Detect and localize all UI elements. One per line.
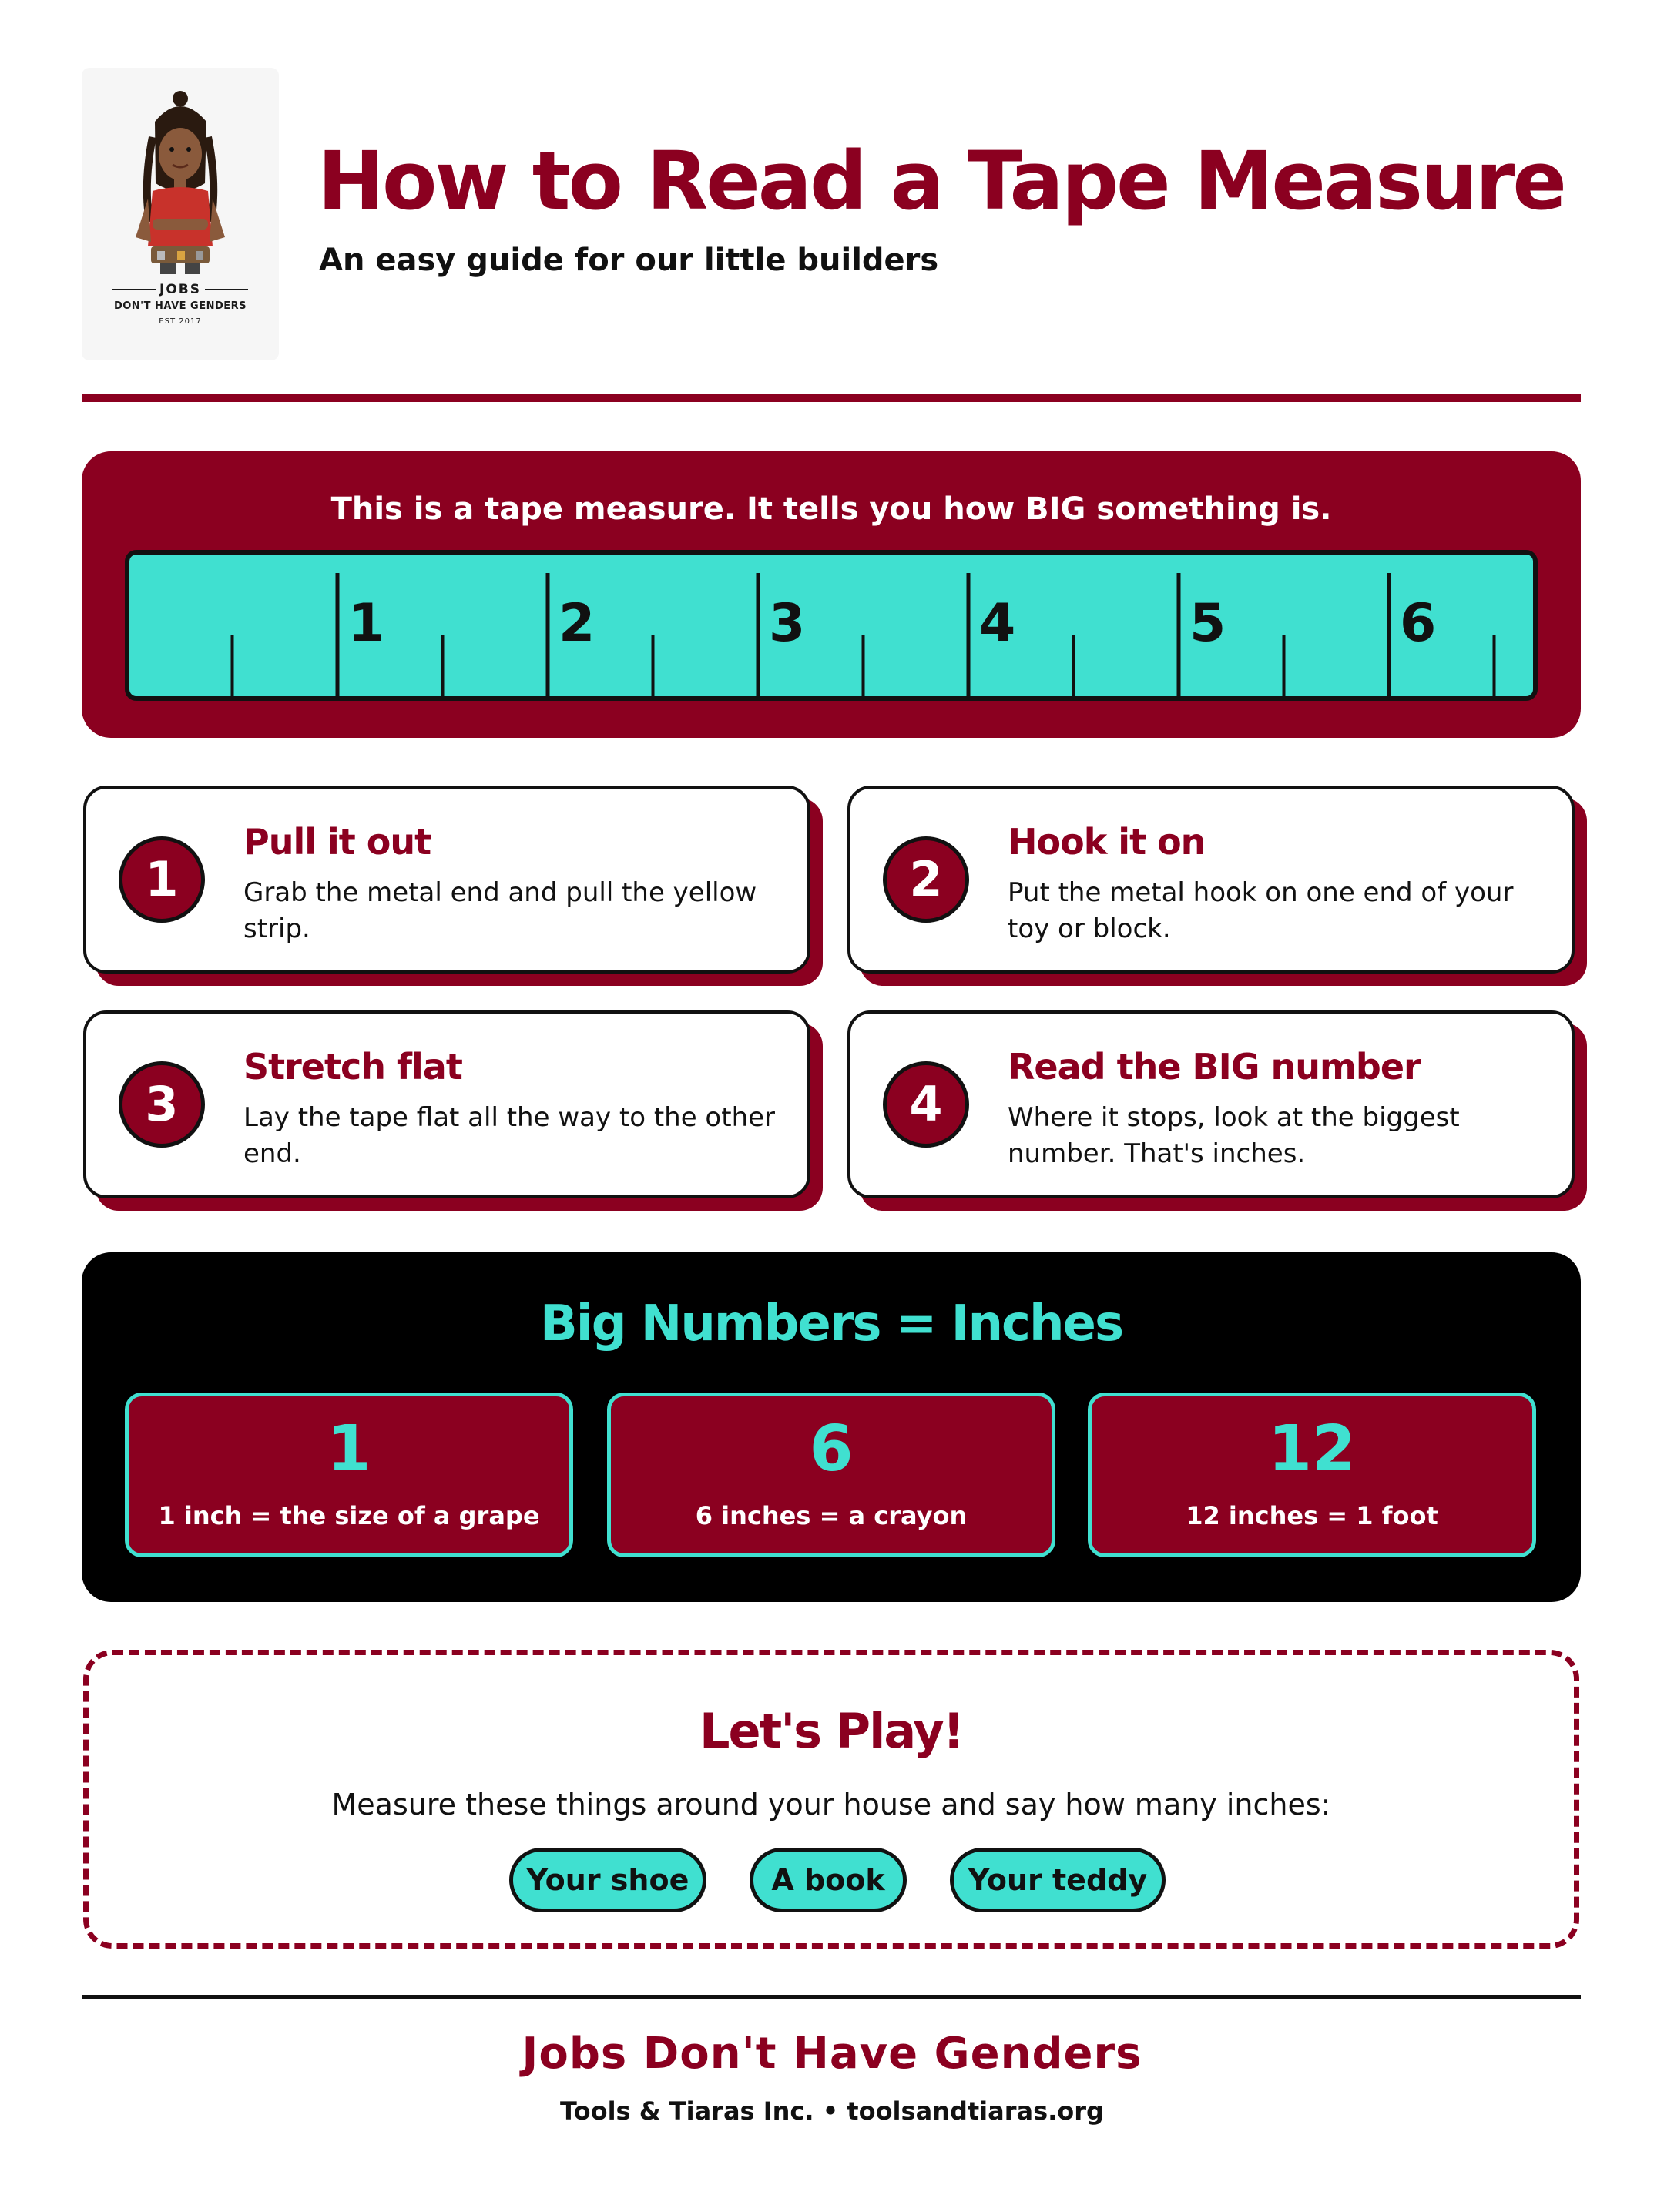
step-card-2 — [847, 786, 1575, 974]
step-card-1 — [83, 786, 810, 974]
step-number-badge: 2 — [883, 836, 969, 923]
inch-card-2 — [607, 1393, 1055, 1557]
tape-number-label: 3 — [769, 593, 806, 654]
card-body — [83, 786, 810, 974]
lets-play-title: Let's Play! — [699, 1703, 963, 1759]
page-subtitle: An easy guide for our little builders — [319, 243, 939, 278]
inch-label: 12 inches = 1 foot — [1186, 1501, 1438, 1530]
inch-card-3 — [1088, 1393, 1536, 1557]
logo-text-genders: DON'T HAVE GENDERS — [113, 300, 247, 312]
step-number-badge: 1 — [119, 836, 205, 923]
step-text: Put the metal hook on one end of your toy or block. — [1008, 877, 1514, 944]
inch-value: 12 — [1267, 1413, 1357, 1486]
step-title: Read the BIG number — [1008, 1046, 1421, 1088]
logo-text-jobs: JOBS — [159, 282, 201, 297]
tape-number-label: 6 — [1400, 593, 1437, 654]
lets-play-box — [83, 1650, 1579, 1949]
step-text: Lay the tape flat all the way to the other end. — [243, 1102, 776, 1169]
step-card-4 — [847, 1010, 1575, 1198]
inch-value: 6 — [809, 1413, 854, 1486]
step-title: Hook it on — [1008, 821, 1206, 863]
inch-value: 1 — [327, 1413, 371, 1486]
step-number-badge: 3 — [119, 1061, 205, 1148]
inch-label: 1 inch = the size of a grape — [158, 1501, 540, 1530]
card-body — [83, 1010, 810, 1198]
tape-number-label: 1 — [348, 593, 385, 654]
step-title: Pull it out — [243, 821, 431, 863]
page-title: How to Read a Tape Measure — [317, 134, 1565, 228]
card-body — [847, 1010, 1575, 1198]
step-text: Where it stops, look at the biggest number. That's inches. — [1008, 1102, 1460, 1169]
play-item-book: A book — [750, 1848, 907, 1912]
tape-number-label: 5 — [1189, 593, 1226, 654]
big-numbers-panel — [82, 1252, 1581, 1602]
card-body — [847, 786, 1575, 974]
footer-divider — [82, 1995, 1581, 1999]
step-text: Grab the metal end and pull the yellow strip. — [243, 877, 757, 944]
lets-play-instructions: Measure these things around your house and say how many inches: — [331, 1788, 1331, 1822]
step-card-3 — [83, 1010, 810, 1198]
girl-builder-illustration — [82, 68, 279, 360]
inch-card-1 — [125, 1393, 573, 1557]
brand-logo — [82, 68, 279, 360]
play-item-shoe: Your shoe — [509, 1848, 706, 1912]
logo-text-est: EST 2017 — [159, 317, 202, 326]
big-numbers-heading: Big Numbers = Inches — [539, 1295, 1123, 1352]
tape-caption: This is a tape measure. It tells you how BIG something is. — [330, 491, 1332, 527]
step-number-badge: 4 — [883, 1061, 969, 1148]
step-title: Stretch flat — [243, 1046, 462, 1088]
tape-number-label: 2 — [559, 593, 595, 654]
inch-label: 6 inches = a crayon — [695, 1501, 968, 1530]
header-divider — [82, 394, 1581, 402]
play-item-teddy: Your teddy — [950, 1848, 1166, 1912]
tape-measure-panel — [82, 451, 1581, 738]
tape-number-label: 4 — [979, 593, 1016, 654]
tape-measure-graphic — [125, 550, 1538, 704]
footer-brand: Jobs Don't Have Genders — [522, 2029, 1142, 2079]
footer-meta: Tools & Tiaras Inc. • toolsandtiaras.org — [560, 2096, 1104, 2126]
